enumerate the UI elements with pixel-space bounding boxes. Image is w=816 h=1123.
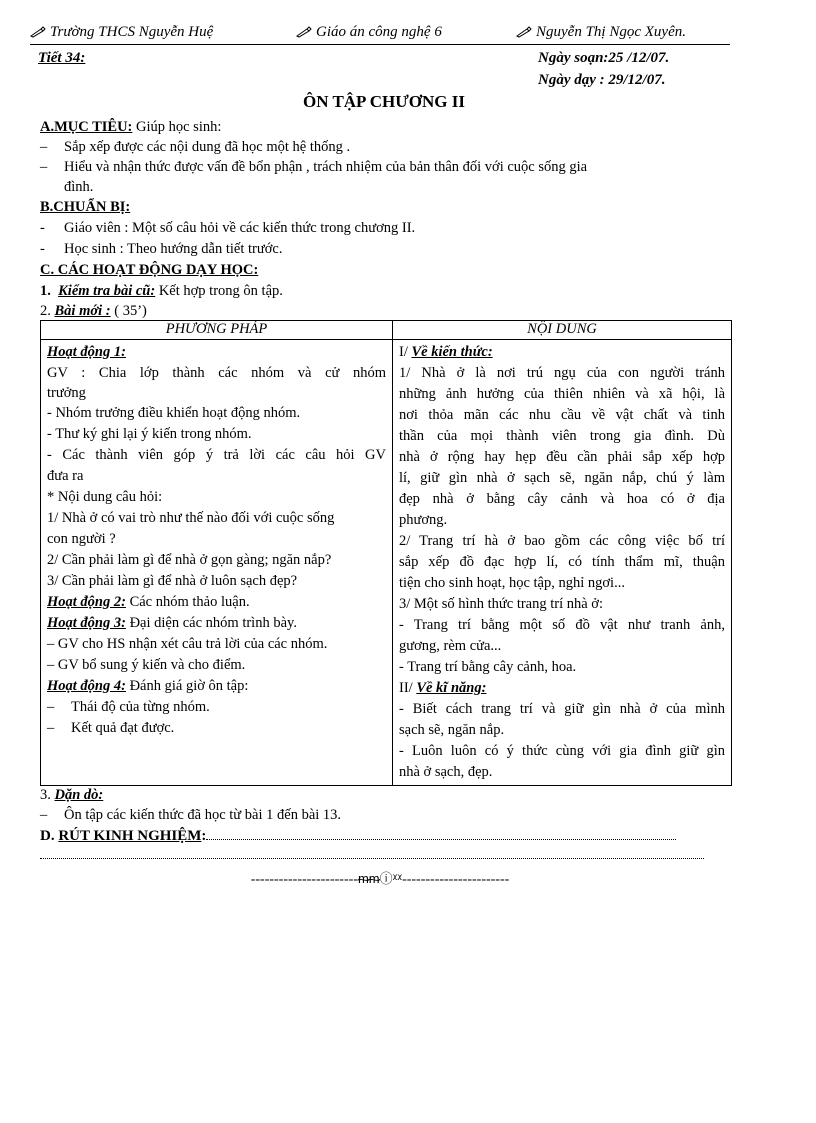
content-column-header: NỘI DUNG <box>393 321 732 340</box>
method-column-header: PHƯƠNG PHÁP <box>41 321 393 340</box>
objectives-heading: A.MỤC TIÊU: <box>40 119 133 135</box>
homework-item: – Ôn tập các kiến thức đã học từ bài 1 đến bài 13. <box>40 807 342 823</box>
teacher-name: Nguyễn Thị Ngọc Xuyên. <box>536 24 686 40</box>
knowledge-label: Về kiến thức: <box>411 344 493 360</box>
activity-4-label: Hoạt động 4: <box>47 678 126 694</box>
activity-item-1: 1. Kiểm tra bài cũ: Kết hợp trong ôn tập. <box>40 283 283 299</box>
objective-item: – Sắp xếp được các nội dung đã học một hệ thống . <box>40 139 351 155</box>
pen-icon <box>296 26 312 38</box>
objectives-intro: Giúp học sinh: <box>132 119 222 135</box>
activity-1-label: Hoạt động 1: <box>47 344 126 360</box>
experience-line: D. RÚT KINH NGHIỆM: <box>40 827 676 845</box>
subject-name: Giáo án công nghệ 6 <box>316 24 442 40</box>
table-header-row <box>41 321 732 340</box>
pen-icon <box>516 26 532 38</box>
objective-item-continued: đình. <box>64 179 94 195</box>
activity-3-label: Hoạt động 3: <box>47 615 126 631</box>
page-header <box>30 22 730 45</box>
homework-heading-line: 3. Dặn dò: <box>40 787 104 803</box>
activity-item-2: 2. Bài mới : ( 35’) <box>40 303 147 319</box>
pen-icon <box>30 26 46 38</box>
page-title: ÔN TẬP CHƯƠNG II <box>303 92 465 111</box>
prep-date: Ngày soạn:25 /12/07. <box>538 50 670 66</box>
old-lesson-check-label: Kiểm tra bài cũ: <box>58 283 156 299</box>
end-divider: -----------------------ᵯᵯⓘᵡᵡ----------------------- <box>250 872 510 887</box>
header-teacher <box>516 24 686 41</box>
activities-heading: C. CÁC HOẠT ĐỘNG DẠY HỌC: <box>40 262 259 278</box>
experience-label: RÚT KINH NGHIỆM <box>58 828 202 844</box>
objective-item: – Hiểu và nhận thức được vấn đề bổn phận , trách nhiệm của bản thân đối với cuộc sống gia <box>40 159 588 175</box>
preparation-heading: B.CHUẨN BỊ: <box>40 199 131 215</box>
content-cell: I/ Về kiến thức: 1/ Nhà ở là nơi trú ngụ của con người tránh những ảnh hưởng của thiên nhiên và xã hội, là nơi thỏa mãn các nhu cầu về vật chất và tinh thần của mọi thành viên trong gia đình. Dù nhà ở rộng hay hẹp đều cần phải sắp xếp hợp lí, giữ gìn nhà ở sạch sẽ, ngăn nắp, chú ý làm đẹp nhà ở bằng cây cảnh và hoa có ở địa phương. 2/ Trang trí hà ở bao gồm các công việc bố trí sắp xếp đồ đạc hợp lí, có tính thẩm mĩ, thuận tiện cho sinh hoạt, học tập, nghỉ ngơi... 3/ Một số hình thức trang trí nhà ở: - Trang trí bằng một số đồ vật như tranh ảnh, gương, rèm cửa... - Trang trí bằng cây cảnh, hoa. II/ Về kĩ năng: - Biết cách trang trí và giữ gìn nhà ở của mình sạch sẽ, ngăn nắp. - Luôn luôn có ý thức cùng với gia đình giữ gìn nhà ở sạch, đẹp. <box>393 340 732 786</box>
preparation-heading-line <box>40 198 130 216</box>
fill-in-dots <box>206 827 676 840</box>
objectives-heading-line <box>40 118 221 136</box>
table-row <box>41 340 732 786</box>
preparation-item: - Giáo viên : Một số câu hỏi về các kiến thức trong chương II. <box>40 220 416 236</box>
activities-heading-line <box>40 261 258 279</box>
activity-2-label: Hoạt động 2: <box>47 594 126 610</box>
homework-label: Dặn dò: <box>54 787 104 803</box>
school-name: Trường THCS Nguyễn Huệ <box>50 24 214 40</box>
header-subject <box>296 24 442 41</box>
preparation-item: - Học sinh : Theo hướng dẫn tiết trước. <box>40 241 283 257</box>
teach-date: Ngày dạy : 29/12/07. <box>538 72 666 88</box>
ornament: ᵯᵯⓘᵡᵡ <box>357 872 403 887</box>
fill-in-dots-line <box>40 846 704 859</box>
method-cell: Hoạt động 1: GV : Chia lớp thành các nhóm và cử nhóm trưởng - Nhóm trưởng điều khiển hoạt động nhóm. - Thư ký ghi lại ý kiến trong nhóm. - Các thành viên góp ý trả lời các câu hỏi GV đưa ra * Nội dung câu hỏi: 1/ Nhà ở có vai trò như thế nào đối với cuộc sống con người ? 2/ Cần phải làm gì để nhà ở gọn gàng; ngăn nắp? 3/ Cần phải làm gì để nhà ở luôn sạch đẹp? Hoạt động 2: Các nhóm thảo luận. Hoạt động 3: Đại diện các nhóm trình bày. – GV cho HS nhận xét câu trả lời của các nhóm. – GV bổ sung ý kiến và cho điểm. Hoạt động 4: Đánh giá giờ ôn tập: – Thái độ của từng nhóm. – Kết quả đạt được. <box>41 340 393 786</box>
header-school <box>30 24 213 41</box>
new-lesson-label: Bài mới : <box>54 303 111 319</box>
skills-label: Về kĩ năng: <box>416 680 487 696</box>
lesson-table <box>40 320 732 786</box>
lesson-number: Tiết 34: <box>38 50 86 66</box>
